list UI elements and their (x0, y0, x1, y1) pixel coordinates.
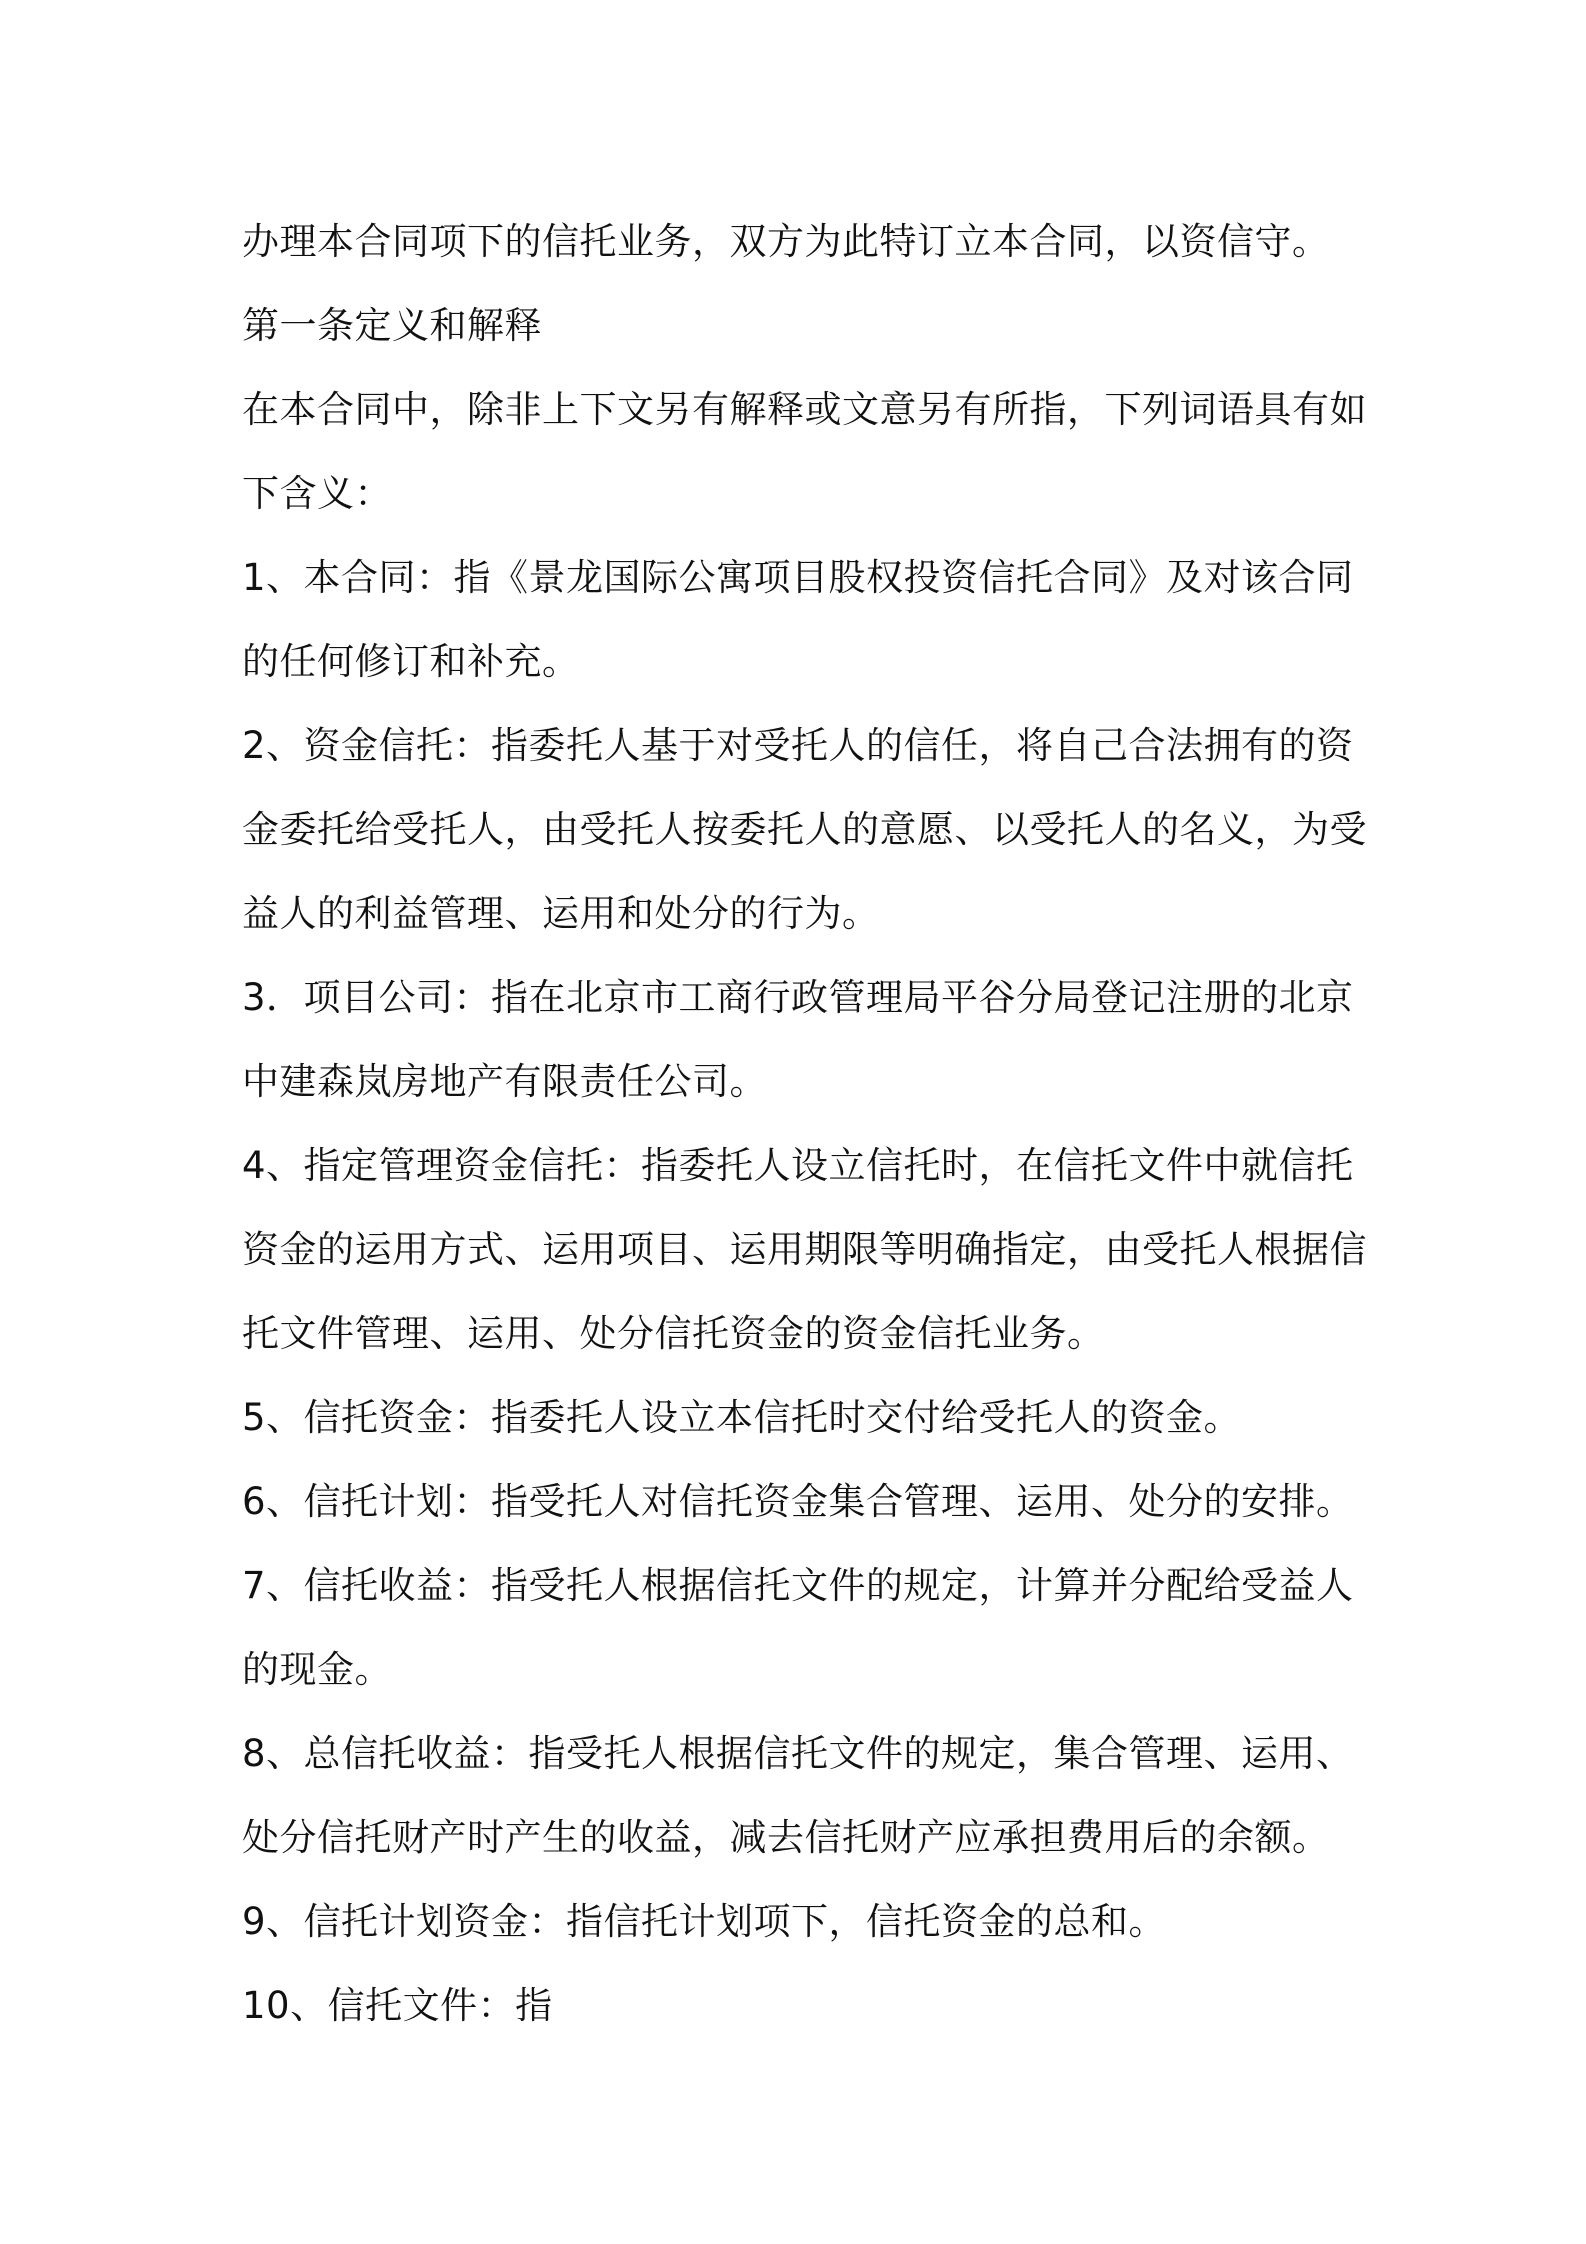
definition-item-3: 3．项目公司：指在北京市工商行政管理局平谷分局登记注册的北京 (242, 976, 1354, 1019)
text-line-preamble: 办理本合同项下的信托业务，双方为此特订立本合同，以资信守。 (242, 220, 1330, 263)
definition-item-6: 6、信托计划：指受托人对信托资金集合管理、运用、处分的安排。 (242, 1480, 1354, 1523)
definition-item-4-cont: 托文件管理、运用、处分信托资金的资金信托业务。 (242, 1312, 1105, 1355)
definition-item-2-cont: 金委托给受托人，由受托人按委托人的意愿、以受托人的名义，为受 (242, 808, 1367, 851)
document-body (242, 200, 1367, 2048)
definition-item-4-cont: 资金的运用方式、运用项目、运用期限等明确指定，由受托人根据信 (242, 1228, 1367, 1271)
text-line-intro: 在本合同中，除非上下文另有解释或文意另有所指，下列词语具有如 (242, 388, 1367, 431)
definition-item-9: 9、信托计划资金：指信托计划项下，信托资金的总和。 (242, 1900, 1167, 1943)
section-heading: 第一条定义和解释 (242, 304, 542, 347)
definition-item-1: 1、本合同：指《景龙国际公寓项目股权投资信托合同》及对该合同 (242, 556, 1354, 599)
definition-item-1-cont: 的任何修订和补充。 (242, 640, 580, 683)
definition-item-7-cont: 的现金。 (242, 1648, 392, 1691)
definition-item-7: 7、信托收益：指受托人根据信托文件的规定，计算并分配给受益人 (242, 1564, 1354, 1607)
definition-item-2: 2、资金信托：指委托人基于对受托人的信任，将自己合法拥有的资 (242, 724, 1354, 767)
definition-item-2-cont: 益人的利益管理、运用和处分的行为。 (242, 892, 880, 935)
definition-item-10: 10、信托文件：指 (242, 1984, 553, 2027)
definition-item-3-cont: 中建森岚房地产有限责任公司。 (242, 1060, 767, 1103)
text-line-intro-cont: 下含义： (242, 472, 392, 515)
definition-item-5: 5、信托资金：指委托人设立本信托时交付给受托人的资金。 (242, 1396, 1242, 1439)
definition-item-4: 4、指定管理资金信托：指委托人设立信托时，在信托文件中就信托 (242, 1144, 1354, 1187)
definition-item-8-cont: 处分信托财产时产生的收益，减去信托财产应承担费用后的余额。 (242, 1816, 1330, 1859)
definition-item-8: 8、总信托收益：指受托人根据信托文件的规定，集合管理、运用、 (242, 1732, 1354, 1775)
